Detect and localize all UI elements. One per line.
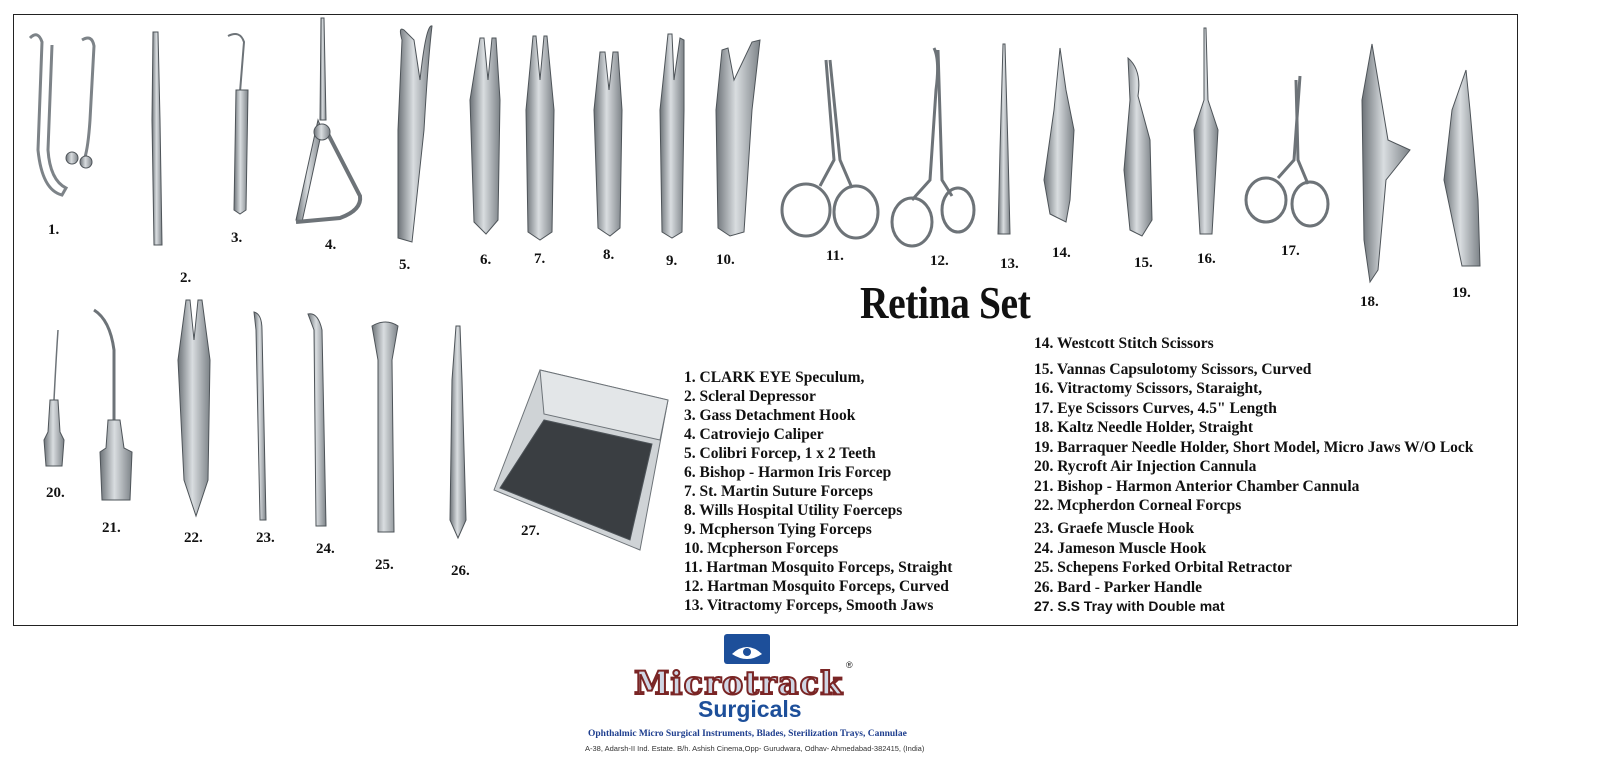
item-number-10: 10. <box>716 252 735 268</box>
legend-item: 18. Kaltz Needle Holder, Straight <box>1034 419 1253 436</box>
legend-item: 15. Vannas Capsulotomy Scissors, Curved <box>1034 361 1312 378</box>
legend-item: 13. Vitractomy Forceps, Smooth Jaws <box>684 597 934 614</box>
item-number-7: 7. <box>534 251 546 267</box>
brand-logo-text: Microtrack <box>634 664 844 702</box>
legend-item: 11. Hartman Mosquito Forceps, Straight <box>684 559 953 576</box>
legend-item: 14. Westcott Stitch Scissors <box>1034 335 1214 352</box>
legend-item: 6. Bishop - Harmon Iris Forcep <box>684 464 892 481</box>
item-number-8: 8. <box>603 247 615 263</box>
page-title: Retina Set <box>860 277 1031 328</box>
legend-item: 16. Vitractomy Scissors, Staraight, <box>1034 380 1263 397</box>
legend-item: 9. Mcpherson Tying Forceps <box>684 521 872 538</box>
item-number-23: 23. <box>256 530 275 546</box>
legend-item: 20. Rycroft Air Injection Cannula <box>1034 458 1257 475</box>
legend-item: 22. Mcpherdon Corneal Forcps <box>1034 497 1242 514</box>
item-number-11: 11. <box>826 248 844 264</box>
item-number-2: 2. <box>180 270 192 286</box>
item-number-18: 18. <box>1360 294 1379 310</box>
company-address: A-38, Adarsh-II Ind. Estate. B/h. Ashish Cinema,Opp- Gurudwara, Odhav- Ahmedabad-382415, (India) <box>585 744 925 753</box>
legend-item: 5. Colibri Forcep, 1 x 2 Teeth <box>684 445 876 462</box>
item-number-22: 22. <box>184 530 203 546</box>
legend-item: 3. Gass Detachment Hook <box>684 407 856 424</box>
item-number-4: 4. <box>325 237 337 253</box>
item-number-9: 9. <box>666 253 678 269</box>
legend-item: 7. St. Martin Suture Forceps <box>684 483 873 500</box>
registered-mark: ® <box>846 660 853 670</box>
item-number-19: 19. <box>1452 285 1471 301</box>
brand-tagline: Ophthalmic Micro Surgical Instruments, Blades, Sterilization Trays, Cannulae <box>588 729 907 739</box>
legend-item: 2. Scleral Depressor <box>684 388 816 405</box>
legend-item: 1. CLARK EYE Speculum, <box>684 369 865 386</box>
item-number-12: 12. <box>930 253 949 269</box>
legend-item: 23. Graefe Muscle Hook <box>1034 520 1195 537</box>
item-number-5: 5. <box>399 257 411 273</box>
item-number-20: 20. <box>46 485 65 501</box>
brand-division: Surgicals <box>698 696 802 722</box>
legend-item: 26. Bard - Parker Handle <box>1034 579 1203 596</box>
item-number-25: 25. <box>375 557 394 573</box>
item-number-26: 26. <box>451 563 470 579</box>
item-number-6: 6. <box>480 252 492 268</box>
item-number-3: 3. <box>231 230 243 246</box>
item-number-24: 24. <box>316 541 335 557</box>
item-number-13: 13. <box>1000 256 1019 272</box>
legend-item: 8. Wills Hospital Utility Foerceps <box>684 502 903 519</box>
legend-item: 17. Eye Scissors Curves, 4.5" Length <box>1034 400 1277 417</box>
item-number-15: 15. <box>1134 255 1153 271</box>
legend-item: 4. Catroviejo Caliper <box>684 426 824 443</box>
item-number-17: 17. <box>1281 243 1300 259</box>
legend-item: 27. S.S Tray with Double mat <box>1034 598 1225 614</box>
item-number-16: 16. <box>1197 251 1216 267</box>
legend-item: 19. Barraquer Needle Holder, Short Model, Micro Jaws W/O Lock <box>1034 439 1474 456</box>
item-number-1: 1. <box>48 222 60 238</box>
legend-item: 24. Jameson Muscle Hook <box>1034 540 1207 557</box>
item-number-21: 21. <box>102 520 121 536</box>
item-number-14: 14. <box>1052 245 1071 261</box>
legend-item: 21. Bishop - Harmon Anterior Chamber Cannula <box>1034 478 1360 495</box>
legend-item: 12. Hartman Mosquito Forceps, Curved <box>684 578 949 595</box>
legend-item: 10. Mcpherson Forceps <box>684 540 839 557</box>
item-number-27: 27. <box>521 523 540 539</box>
legend-item: 25. Schepens Forked Orbital Retractor <box>1034 559 1292 576</box>
